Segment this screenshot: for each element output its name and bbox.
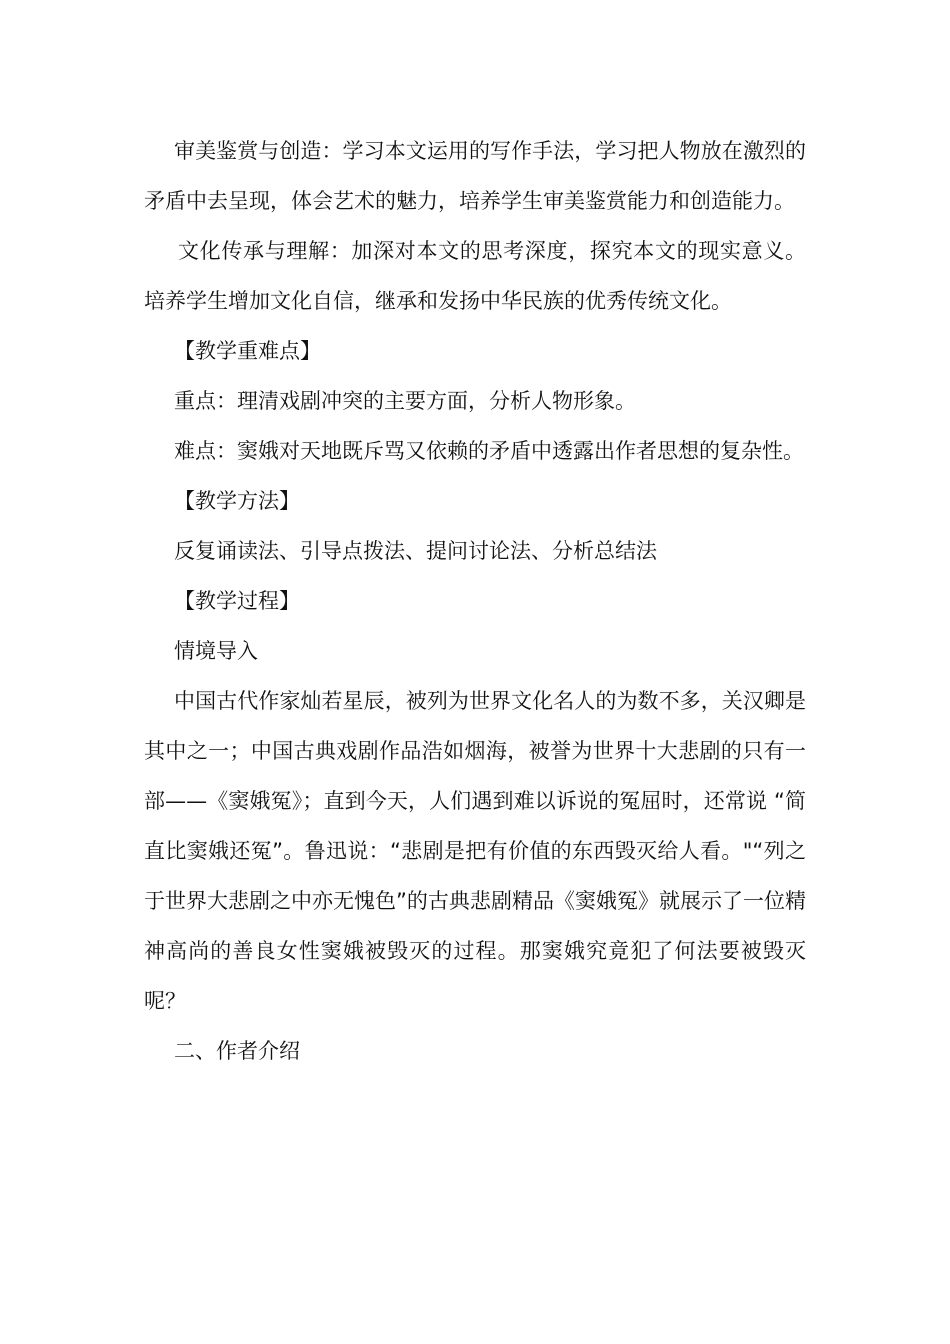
paragraph-situation-intro-body: 中国古代作家灿若星辰，被列为世界文化名人的为数不多，关汉卿是其中之一；中国古典戏剧作品浩如烟海，被誉为世界十大悲剧的只有一部——《窦娥冤》；直到今天，人们遇到难以诉说的冤屈时，还常说 “简直比窦娥还冤”。鲁迅说：“悲剧是把有价值的东西毁灭给人看。"“列之于世界大悲剧之中亦无愧色”的古典悲剧精品《窦娥冤》就展示了一位精神高尚的善良女性窦娥被毁灭的过程。那窦娥究竟犯了何法要被毁灭呢？ <box>144 689 806 1013</box>
paragraph-teaching-methods: 反复诵读法、引导点拨法、提问讨论法、分析总结法 <box>174 539 657 563</box>
heading-teaching-methods: 【教学方法】 <box>174 489 300 513</box>
heading-key-difficult-points: 【教学重难点】 <box>174 339 321 363</box>
heading-author-introduction: 二、作者介绍 <box>174 1039 300 1063</box>
paragraph-difficult-point: 难点：窦娥对天地既斥骂又依赖的矛盾中透露出作者思想的复杂性。 <box>174 439 804 463</box>
paragraph-key-point: 重点：理清戏剧冲突的主要方面，分析人物形象。 <box>174 389 636 413</box>
document-body <box>144 126 806 1076</box>
paragraph-situation-intro-title: 情境导入 <box>174 639 258 663</box>
heading-teaching-process: 【教学过程】 <box>174 589 300 613</box>
paragraph-aesthetic-goal: 审美鉴赏与创造：学习本文运用的写作手法，学习把人物放在激烈的矛盾中去呈现，体会艺术的魅力，培养学生审美鉴赏能力和创造能力。 <box>144 139 806 213</box>
paragraph-cultural-goal: 文化传承与理解：加深对本文的思考深度，探究本文的现实意义。培养学生增加文化自信，继承和发扬中华民族的优秀传统文化。 <box>144 239 806 313</box>
